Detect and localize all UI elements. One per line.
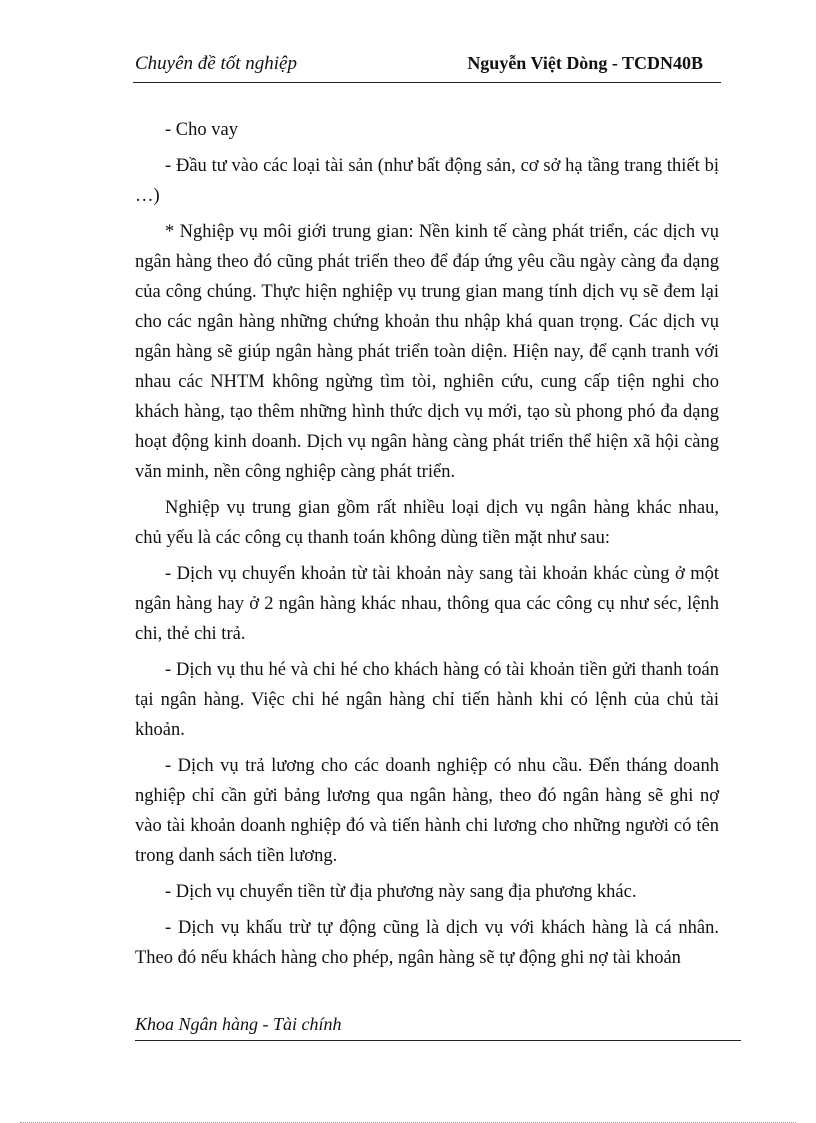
document-title: Chuyên đề tốt nghiệp [135,53,297,74]
paragraph: - Dịch vụ chuyển khoản từ tài khoản này sang tài khoản khác cùng ở một ngân hàng hay ở 2 ngân hàng khác nhau, thông qua các công cụ như séc, lệnh chi, thẻ chi trả. [135,564,719,644]
paragraph: Nghiệp vụ trung gian gồm rất nhiều loại dịch vụ ngân hàng khác nhau, chủ yếu là các công cụ thanh toán không dùng tiền mặt như sau: [135,498,719,548]
paragraph: * Nghiệp vụ môi giới trung gian: Nền kinh tế càng phát triển, các dịch vụ ngân hàng theo đó cũng phát triển theo để đáp ứng yêu cầu ngày càng đa dạng của công chúng. Thực hiện nghiệp vụ trung gian mang tính dịch vụ sẽ đem lại cho các ngân hàng những chứng khoản thu nhập khá quan trọng. Các dịch vụ ngân hàng sẽ giúp ngân hàng phát triển toàn diện. Hiện nay, để cạnh tranh với nhau các NHTM không ngừng tìm tòi, nghiên cứu, cung cấp tiện nghi cho khách hàng, tạo thêm những hình thức dịch vụ mới, tạo sù phong phó đa dạng hoạt động kinh doanh. Dịch vụ ngân hàng càng phát triển thể hiện xã hội càng văn minh, nền công nghiệp càng phát triển. [135,222,719,482]
page-header [133,50,721,83]
footer-department: Khoa Ngân hàng - Tài chính [135,1014,342,1034]
paragraph: - Dịch vụ thu hé và chi hé cho khách hàng có tài khoản tiền gửi thanh toán tại ngân hàng. Việc chi hé ngân hàng chỉ tiến hành khi có lệnh của chủ tài khoản. [135,660,719,740]
author-name: Nguyễn Việt Dòng - TCDN40B [467,53,703,73]
page-footer [135,1012,741,1041]
paragraph: - Dịch vụ trả lương cho các doanh nghiệp có nhu cầu. Đến tháng doanh nghiệp chỉ cần gửi bảng lương qua ngân hàng, theo đó ngân hàng sẽ ghi nợ vào tài khoản doanh nghiệp đó và tiến hành chi lương cho những người có tên trong danh sách tiền lương. [135,756,719,866]
paragraph: - Dịch vụ chuyển tiền từ địa phương này sang địa phương khác. [165,882,637,902]
paragraph: - Đầu tư vào các loại tài sản (như bất động sản, cơ sở hạ tầng trang thiết bị …) [135,156,719,206]
document-body [135,115,719,979]
paragraph: - Cho vay [165,120,238,140]
paragraph: - Dịch vụ khấu trừ tự động cũng là dịch vụ với khách hàng là cá nhân. Theo đó nếu khách hàng cho phép, ngân hàng sẽ tự động ghi nợ tài khoản [135,918,719,968]
